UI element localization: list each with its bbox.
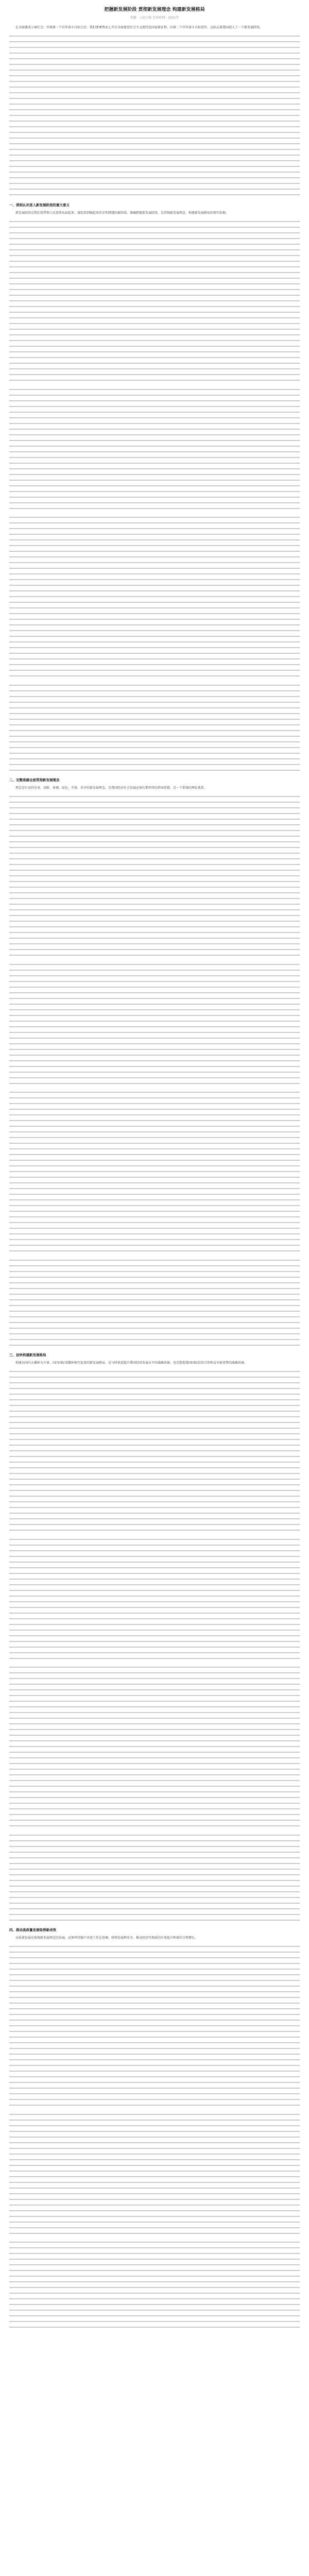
body-text-block xyxy=(9,219,300,384)
body-text-block xyxy=(9,962,300,1087)
article-title: 把握新发展阶段 贯彻新发展理念 构建新发展格局 xyxy=(104,7,205,12)
body-text-block xyxy=(9,1369,300,1534)
section-lead: 高质量发展是体现新发展理念的发展。必须坚持稳中求进工作总基调，统筹发展和安全，推动经济实现质的有效提升和量的合理增长。 xyxy=(15,1936,198,1940)
body-text-block xyxy=(9,1258,300,1348)
body-text-block xyxy=(9,1833,300,1923)
section-heading: 二、完整准确全面贯彻新发展理念 xyxy=(9,778,60,782)
intro-paragraph: 在全面建成小康社会、实现第一个百年奋斗目标之后，我们要乘势而上开启全面建设社会主义现代化国家新征程、向第二个百年奋斗目标进军，这标志着我国进入了一个新发展阶段。 xyxy=(15,26,263,29)
body-text-block xyxy=(9,515,300,680)
body-text-block xyxy=(9,794,300,959)
section-lead: 构建以国内大循环为主体、国内国际双循环相互促进的新发展格局，是与时俱进提升我国经济发展水平的战略抉择，也是塑造我国国际经济合作和竞争新优势的战略抉择。 xyxy=(15,1361,248,1365)
body-text-block xyxy=(9,33,300,198)
body-text-block xyxy=(9,1665,300,1829)
body-text-block xyxy=(9,387,300,512)
body-text-block xyxy=(9,2112,300,2236)
body-text-block xyxy=(9,2240,300,2330)
section-heading: 三、加快构建新发展格局 xyxy=(9,1353,46,1357)
body-text-block xyxy=(9,683,300,773)
section-lead: 理念是行动的先导。创新、协调、绿色、开放、共享的新发展理念，是我国经济社会发展必须长期坚持的指导思想，是一个系统的理论体系。 xyxy=(15,786,208,790)
section-heading: 一、深刻认识进入新发展阶段的重大意义 xyxy=(9,203,70,207)
body-text-block xyxy=(9,1090,300,1255)
article-meta: 来源：人民日报 发布时间：2021年 xyxy=(130,16,179,20)
section-lead: 新发展阶段是我们党带领人民迎来从站起来、富起来到强起来历史性跨越的新阶段。准确把握新发展阶段，是贯彻新发展理念、构建新发展格局的现实依据。 xyxy=(15,211,229,215)
body-text-block xyxy=(9,1944,300,2109)
body-text-block xyxy=(9,1537,300,1662)
section-heading: 四、推动高质量发展取得新成效 xyxy=(9,1928,56,1932)
